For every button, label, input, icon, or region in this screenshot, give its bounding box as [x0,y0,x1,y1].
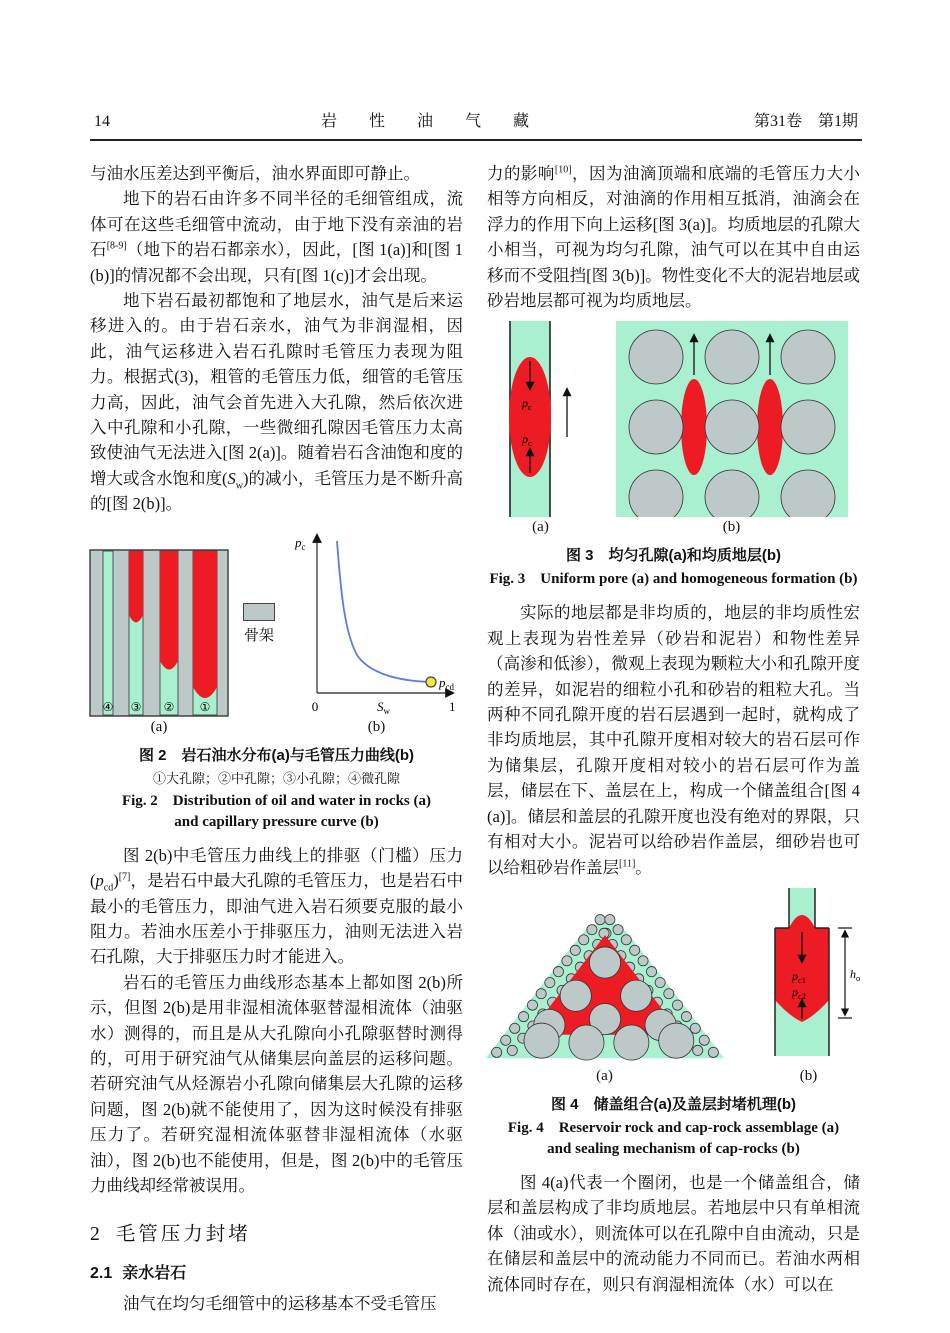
paragraph: 岩石的毛管压力曲线形态基本上都如图 2(b)所示，但图 2(b)是用非湿相流体驱替湿相流体（油驱水）测得的，而且是从大孔隙向小孔隙驱替时测得的，可用于研究油气从储集层向盖层的运移问题。若研究油气从烃源岩小孔隙向储集层大孔隙的运移问题，图 2(b)就不能使用了，因为这时候没有排驱压力了。若研究湿相流体驱替非湿相流体（水驱油），图 2(b)也不能使用，但是，图 2(b)中的毛管压力曲线却经常被误用。 [90,972,463,1195]
fig2-rock-capillaries-image [89,549,229,717]
journal-title: 岩 性 油 气 藏 [320,113,543,130]
figure-2 [90,525,463,833]
paragraph: 地下岩石最初都饱和了地层水，油气是后来运移进入的。由于岩石亲水，油气为非润湿相，因此，油气运移进入岩石孔隙时毛管压力表现为阻力。根据式(3)，粗管的毛管压力低，细管的毛管压力高，因此，油气会首先进入大孔隙，然后依次进入中孔隙和小孔隙，一些微细孔隙因毛管压力太高致使油气无法进入[图 2(a)]。随着岩石含油饱和度的增大或含水饱和度$(S_w)$的减小，毛管压力是不断升高的[图 2(b)]。 [90,291,464,514]
fig2-capillary-pressure-curve [289,525,464,717]
paragraph: 地下的岩石由许多不同半径的毛细管组成，流体可在这些毛细管中流动，由于地下没有亲油的岩石[8-9]（地下的岩石都亲水），因此，[图 1(a)]和[图 1(b)]的情况都不会出现，只有[图 1(c)]才会出现。 [90,189,464,285]
paragraph: 油气在均匀毛细管中的运移基本不受毛管压 [123,1294,437,1314]
fig4-caption-cn: 图 4 储盖组合(a)及盖层封堵机理(b) [551,1095,796,1113]
fig2-caption-cn: 图 2 岩石油水分布(a)与毛管压力曲线(b) [139,746,414,764]
paragraph: 力的影响[10]，因为油滴顶端和底端的毛管压力大小相等方向相反，对油滴的作用相互抵消，油滴会在浮力的作用下向上运移[图 3(a)]。均质地层的孔隙大小相当，可视为均匀孔隙，油气可以在其中自由运移而不受阻挡[图 3(b)]。物性变化不大的泥岩地层或砂岩地层都可视为均质地层。 [487,164,861,311]
pcd-label: $p_{cd}$ [439,674,454,692]
fig3-homogeneous-formation-image [616,321,848,517]
fig3b-label: (b) [722,519,741,536]
skeleton-label: 骨架 [243,627,274,644]
fig3-uniform-pore-image [500,321,582,517]
formation-grains [629,330,835,517]
fig4b-label: (b) [799,1067,818,1084]
pc-curve [337,541,431,682]
y-axis-label: $p_c$ [295,534,306,552]
fig2-legend [243,603,275,645]
figure-4 [487,888,860,1160]
fig3-caption-cn: 图 3 均匀孔隙(a)和均质地层(b) [566,547,781,565]
ho-label: $h_o$ [849,966,860,983]
displacement-pressure-point [426,677,436,687]
section-heading-2-1: 2.1 亲水岩石 [90,1265,187,1283]
tube-number-4: ④ [102,699,114,714]
x-origin-label: 0 [311,698,319,714]
fig3-caption-en: Fig. 3 Uniform pore (a) and homogeneous formation (b) [489,571,858,588]
fig4-caption-en: Fig. 4 Reservoir rock and cap-rock assemblage (a) and sealing mechanism of cap-rocks (b) [507,1119,840,1157]
skeleton-swatch [243,603,275,621]
x-end-label: 1 [449,698,456,714]
fig4a-label: (a) [596,1067,613,1084]
pc1-label: $p_{c1}$ [791,968,806,985]
oil-column-2 [160,551,178,670]
right-column [487,161,860,1317]
figure-3 [487,321,860,590]
oil-filament-right [757,379,783,475]
fig3a-label: (a) [532,519,549,536]
fig2-caption-note: ①大孔隙；②中孔隙；③小孔隙；④微孔隙 [152,770,400,786]
issue-info: 第31卷 第1期 [753,113,858,130]
pc-top-label: $p_c$ [521,396,532,413]
paragraph: 实际的地层都是非均质的，地层的非均质性宏观上表现为岩性差异（砂岩和泥岩）和物性差异（高渗和低渗），微观上表现为颗粒大小和孔隙开度的差异，如泥岩的细粒小孔和砂岩的粗粒大孔。当两种不同孔隙开度的岩石层遇到一起时，就构成了非均质地层，其中孔隙开度相对较大的岩石层可作为储集层，孔隙开度相对较小的岩石层可作为盖层，储层在下、盖层在上，构成一个储盖组合[图 4(a)]。储层和盖层的孔隙开度也没有绝对的界限，只有相对大小。泥岩可以给砂岩作盖层，细砂岩也可以给粗砂岩作盖层[11]。 [487,603,860,877]
section-heading-2: 2 毛管压力封堵 [90,1224,251,1246]
tube-number-1: ① [199,699,211,714]
fig4-sealing-mechanism-image [753,888,865,1066]
tube-number-2: ② [163,699,175,714]
left-column [90,161,463,1317]
fig2a-label: (a) [150,718,168,735]
fig2-caption-en: Fig. 2 Distribution of oil and water in rocks (a) and capillary pressure curve (b) [121,792,432,830]
tube-number-3: ③ [130,699,142,714]
page-header [90,108,862,141]
page-number: 14 [94,113,110,130]
paragraph: 图 2(b)中毛管压力曲线上的排驱（门槛）压力$(p_{cd})[7]$，是岩石中最大孔隙的毛管压力，也是岩石中最小的毛管压力，即油气进入岩石须要克服的最小阻力。若油水压差小于排驱压力，油则无法进入岩石孔隙，大于排驱压力时才能进入。 [90,845,463,967]
fig2b-label: (b) [367,718,386,735]
pc-bottom-label: $p_c$ [521,432,532,449]
paragraph: 图 4(a)代表一个圈闭，也是一个储盖组合，储层和盖层构成了非均质地层。若地层中只有单相流体（油或水），则流体可以在孔隙中自由流动，只是在储层和盖层中的流动能力不同而已。若油水两相流体同时存在，则只有润湿相流体（水）可以在 [487,1172,860,1294]
pc2-label: $p_{c2}$ [791,984,806,1001]
fig4-trap-image [483,904,727,1066]
capillary-tube-4 [103,551,113,715]
oil-column-3 [129,551,143,623]
paragraph: 与油水压差达到平衡后，油水界面即可静止。 [90,164,420,183]
oil-column-1 [193,551,217,698]
x-axis-label: $S_w$ [377,698,390,716]
oil-filament-left [681,379,707,475]
